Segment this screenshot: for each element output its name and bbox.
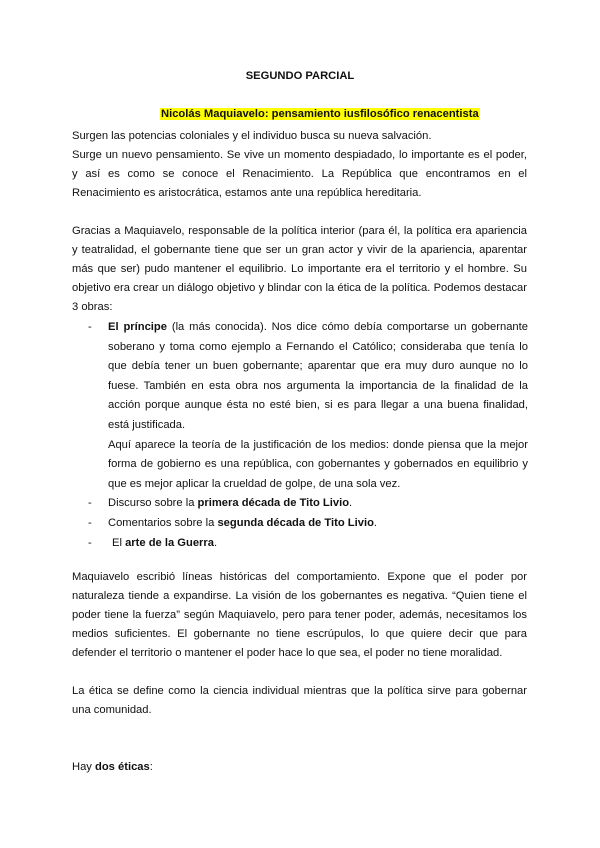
- list-item-extra-text: Aquí aparece la teoría de la justificación de los medios: donde piensa que la mejor forma de gobierno es una república, con gobernantes y gobernados en equilibrio y que es mejor aplicar la crueldad de golpe, de una sola vez.: [108, 438, 528, 490]
- list-item-text: [108, 494, 528, 514]
- paragraph-dos-eticas: [72, 758, 527, 777]
- list-item-segunda-decada: [88, 514, 528, 534]
- list-dash: -: [88, 321, 92, 333]
- list-dash: -: [88, 497, 92, 510]
- list-item-primera-decada: [88, 494, 528, 514]
- intro-paragraph-2: Surge un nuevo pensamiento. Se vive un momento despiadado, lo importante es el poder, y así es como se conoce el Renacimiento. La República que encontramos en el Renacimiento es aristocrática, estamos ante una república hereditaria.: [72, 149, 527, 199]
- document-title: SEGUNDO PARCIAL: [245, 70, 355, 82]
- work-prefix: Comentarios sobre la: [108, 516, 218, 529]
- works-list: [88, 318, 528, 553]
- work-prefix: El: [112, 536, 126, 549]
- work-suffix: .: [213, 536, 218, 549]
- document-subtitle-highlighted: Nicolás Maquiavelo: pensamiento iusfilosófico renacentista: [161, 108, 479, 120]
- list-item-text: [108, 318, 528, 436]
- intro-section: [72, 127, 527, 203]
- list-dash: -: [88, 516, 92, 529]
- list-item-text: [108, 534, 528, 554]
- paragraph-comportamiento: Maquiavelo escribió líneas históricas del comportamiento. Expone que el poder por naturaleza tiende a expandirse. La visión de los gobernantes es negativa. “Quien tiene el poder tiene la fuerza” según Maquiavelo, pero para tener poder, además, necesitamos los medios suficientes. El gobernante no tiene escrúpulos, lo que quiere decir que para defender el territorio o mantener el poder hace lo que sea, el poder no tiene moralidad.: [72, 571, 527, 659]
- text-suffix: :: [149, 761, 153, 773]
- work-suffix: .: [373, 516, 378, 529]
- work-title: arte de la Guerra: [125, 536, 214, 549]
- list-dash: -: [88, 536, 92, 549]
- list-item-arte-guerra: [88, 534, 528, 554]
- text-prefix: Hay: [72, 761, 96, 773]
- work-title: El príncipe: [108, 321, 167, 333]
- work-suffix: .: [349, 497, 353, 510]
- work-description: (la más conocida). Nos dice cómo debía comportarse un gobernante soberano y toma como ejemplo a Fernando el Católico; consideraba que tenía lo que debía tener un buen gobernante; aparentar que era muy duro aunque no lo fuese. También en esta obra nos argumenta la importancia de la finalidad de la acción porque aunque ésta no esté bien, si es para llegar a una buena finalidad, está justificada.: [108, 321, 528, 431]
- bold-term: dos éticas: [95, 761, 150, 773]
- paragraph-etica: La ética se define como la ciencia individual mientras que la política sirve para gobernar una comunidad.: [72, 685, 527, 716]
- paragraph-maquiavelo-politics: Gracias a Maquiavelo, responsable de la política interior (para él, la política era apariencia y teatralidad, el gobernante tiene que ser un gran actor y vivir de la apariencia, aparentar más que ser) pudo mantener el equilibrio. Lo importante era el territorio y el hombre. Su objetivo era crear un diálogo objetivo y blindar con la ética de la política. Podemos destacar 3 obras:: [72, 225, 527, 313]
- intro-paragraph-1: Surgen las potencias coloniales y el individuo busca su nueva salvación.: [72, 130, 432, 142]
- work-title: segunda década de Tito Livio: [217, 516, 374, 529]
- work-prefix: Discurso sobre la: [108, 497, 198, 510]
- work-title: primera década de Tito Livio: [197, 497, 350, 510]
- list-item-el-principe: [88, 318, 528, 494]
- list-item-text: [108, 514, 528, 534]
